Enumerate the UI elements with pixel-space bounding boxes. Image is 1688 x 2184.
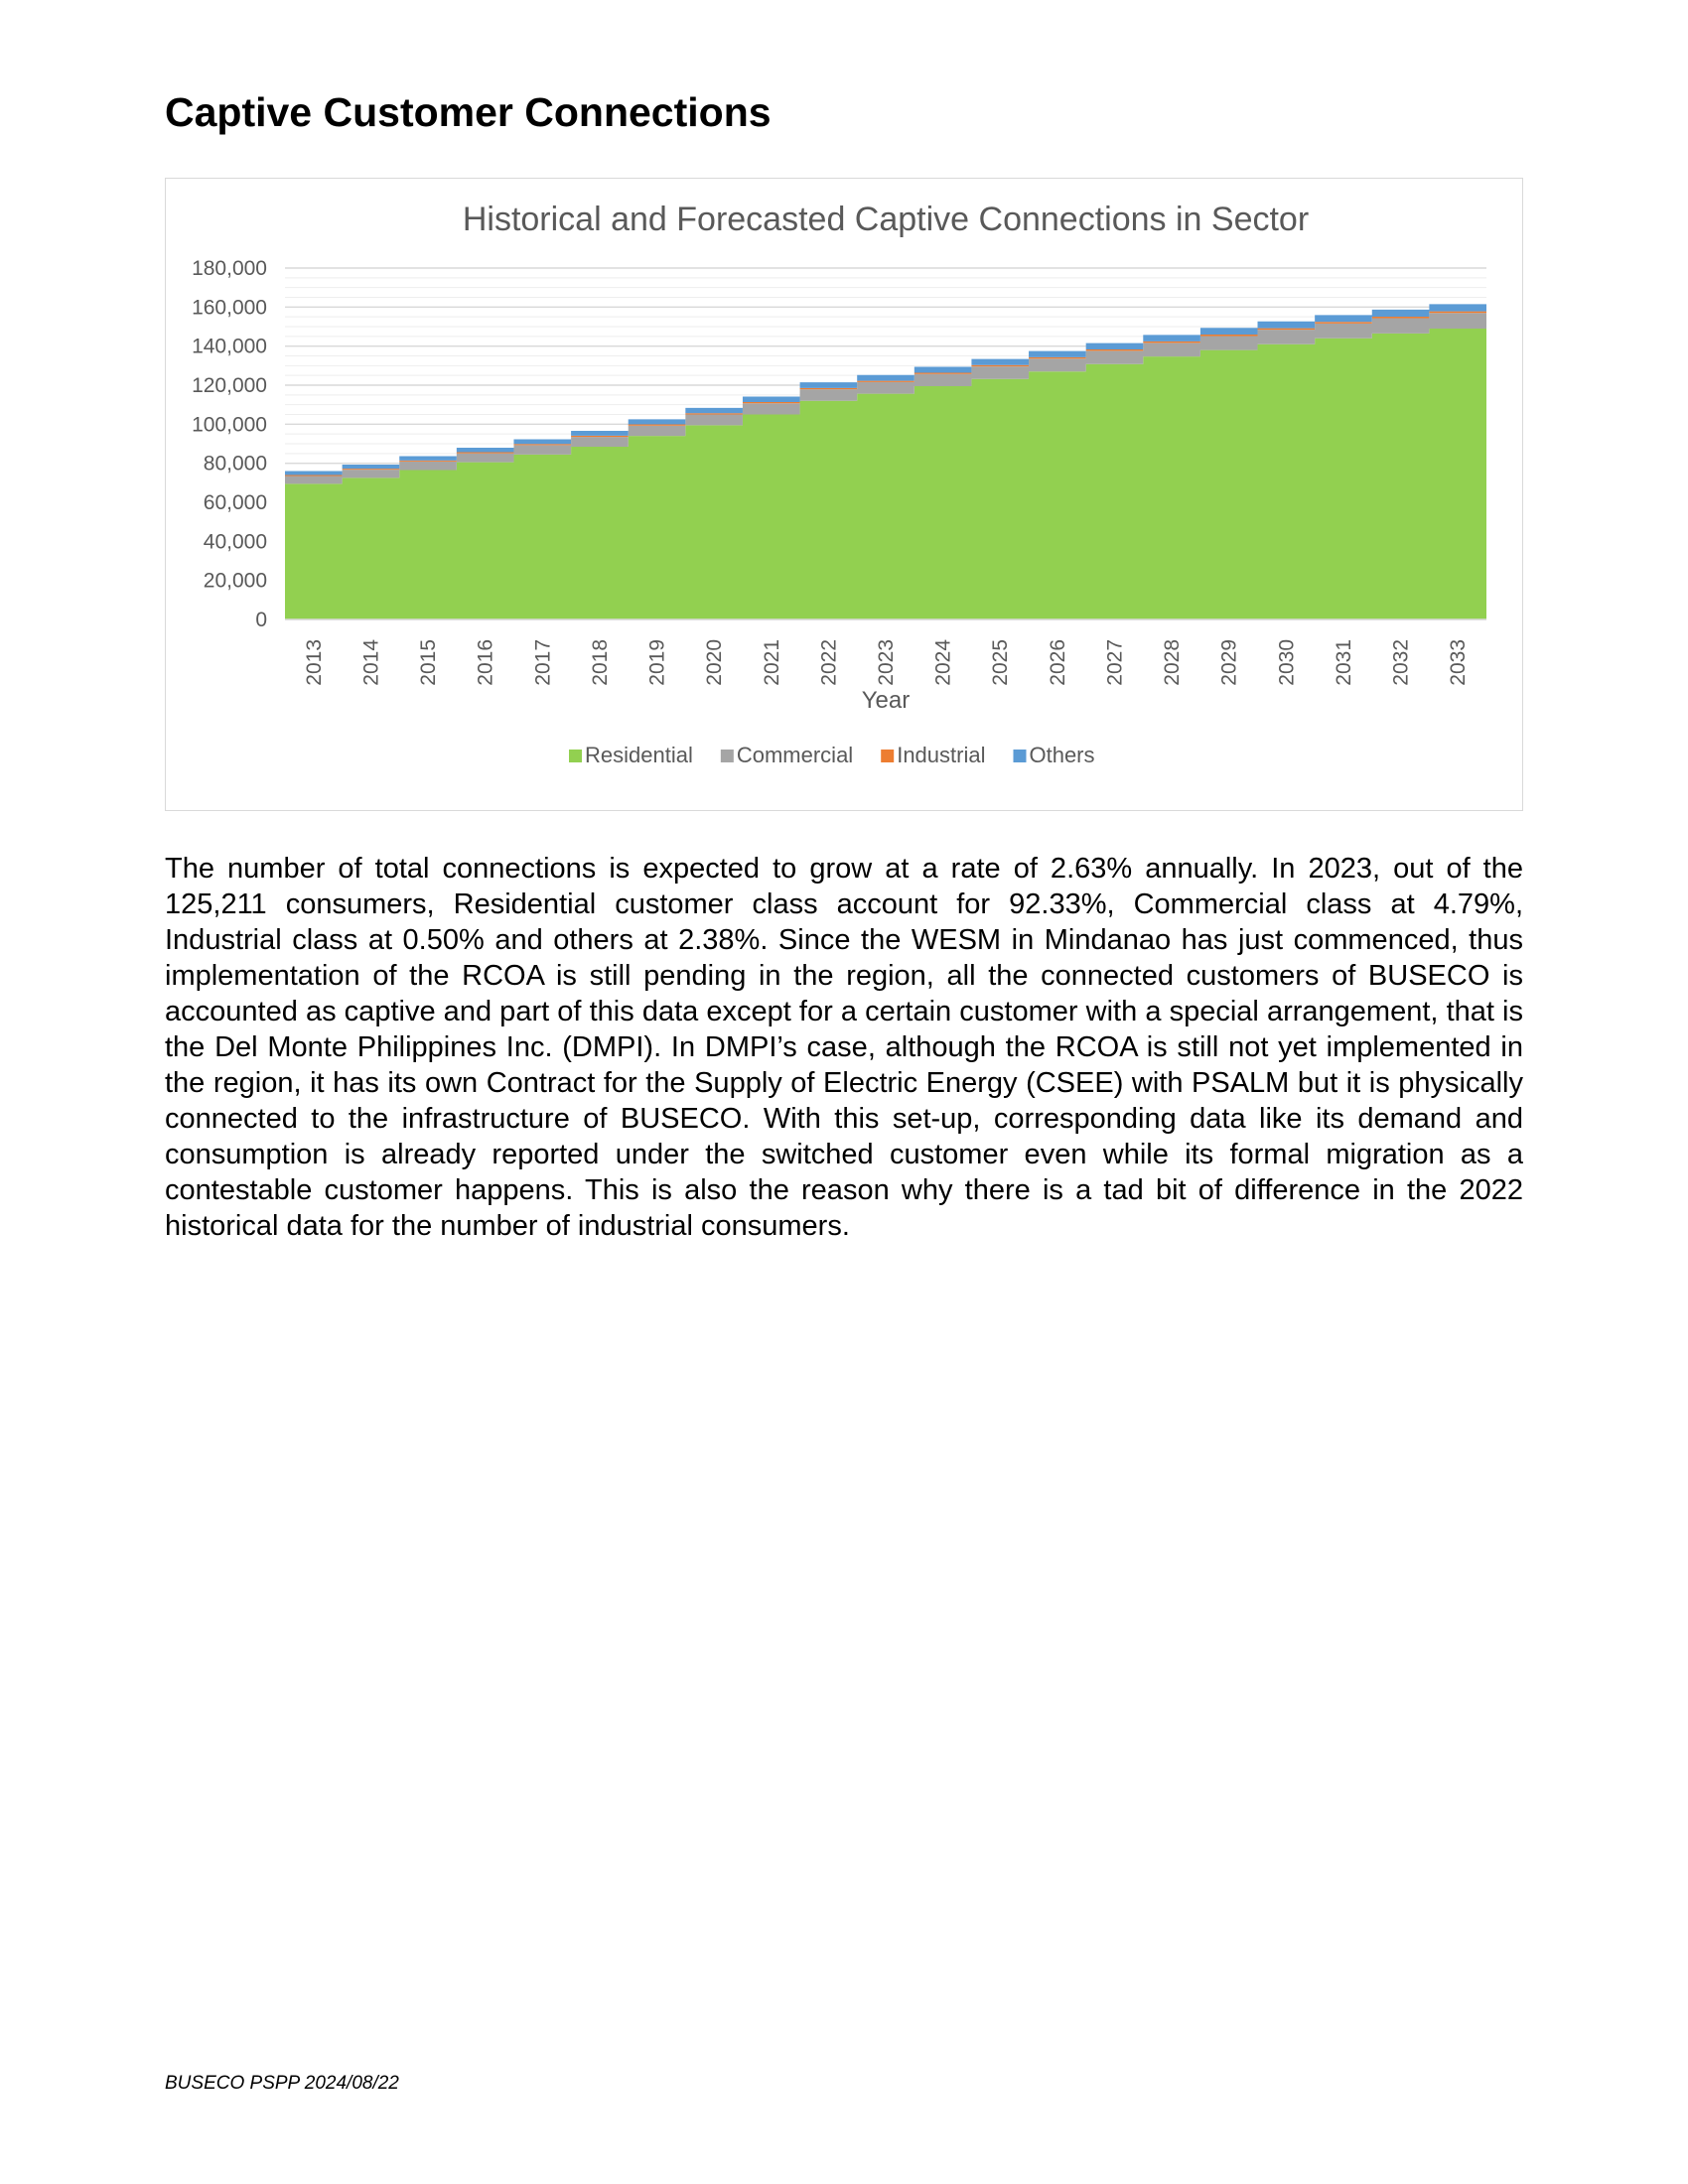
legend-swatch-others: [1013, 750, 1026, 762]
x-tick-label: 2019: [645, 639, 669, 686]
x-tick-label: 2030: [1275, 639, 1299, 686]
page-footer: BUSECO PSPP 2024/08/22: [165, 2073, 399, 2094]
x-tick-label: 2027: [1103, 639, 1127, 686]
chart-legend: [569, 743, 1095, 767]
body-paragraph: The number of total connections is expected to grow at a rate of 2.63% annually. In 2023, out of the 125,211 consumers, Residential customer class account for 92.33%, Commercial class at 4.79%, Industrial class at 0.50% and others at 2.38%. Since the WESM in Mindanao has just commenced, thus implementation of the RCOA is still pending in the region, all the connected customers of BUSECO is accounted as captive and part of this data except for a certain customer with a special arrangement, that is the Del Monte Philippines Inc. (DMPI). In DMPI’s case, although the RCOA is still not yet implemented in the region, it has its own Contract for the Supply of Electric Energy (CSEE) with PSALM but it is physically connected to the infrastructure of BUSECO. With this set-up, corresponding data like its demand and consumption is already reported under the switched customer even while its formal migration as a contestable customer happens. This is also the reason why there is a tad bit of difference in the 2022 historical data for the number of industrial consumers.: [165, 853, 1523, 1242]
legend-swatch-residential: [569, 750, 582, 762]
x-tick-label: 2023: [875, 639, 898, 686]
captive-connections-chart: [166, 179, 1521, 809]
x-tick-label: 2029: [1217, 639, 1241, 686]
y-tick-label: 40,000: [203, 530, 267, 554]
x-tick-label: 2017: [531, 639, 555, 686]
x-axis-title: Year: [861, 687, 911, 714]
x-tick-label: 2018: [588, 639, 612, 686]
legend-swatch-industrial: [881, 750, 894, 762]
y-tick-label: 160,000: [192, 296, 267, 320]
x-tick-label: 2026: [1046, 639, 1069, 686]
legend-swatch-commercial: [721, 750, 734, 762]
y-tick-label: 180,000: [192, 257, 267, 280]
y-tick-label: 100,000: [192, 413, 267, 437]
x-tick-label: 2015: [417, 639, 441, 686]
y-tick-label: 0: [255, 609, 267, 631]
x-tick-label: 2022: [817, 639, 841, 686]
x-tick-label: 2021: [760, 639, 783, 686]
chart-container: [165, 178, 1523, 811]
x-tick-label: 2013: [302, 639, 326, 686]
legend-label-commercial: Commercial: [736, 743, 854, 767]
x-tick-label: 2024: [931, 639, 955, 686]
x-tick-label: 2031: [1332, 639, 1355, 686]
x-tick-label: 2028: [1161, 639, 1185, 686]
legend-label-residential: Residential: [585, 743, 693, 767]
series-area-residential: [285, 329, 1486, 619]
x-tick-label: 2025: [989, 639, 1013, 686]
x-tick-label: 2020: [703, 639, 727, 686]
x-tick-label: 2014: [359, 639, 383, 686]
chart-title: Historical and Forecasted Captive Connections in Sector: [462, 201, 1310, 238]
legend-label-others: Others: [1029, 743, 1095, 767]
y-tick-label: 140,000: [192, 335, 267, 358]
x-tick-label: 2016: [474, 639, 497, 686]
x-tick-label: 2033: [1447, 639, 1471, 686]
y-tick-label: 20,000: [203, 569, 267, 593]
y-tick-label: 80,000: [203, 452, 267, 476]
y-tick-label: 120,000: [192, 374, 267, 397]
y-tick-label: 60,000: [203, 491, 267, 514]
section-heading: Captive Customer Connections: [165, 89, 772, 135]
x-tick-label: 2032: [1389, 639, 1413, 686]
legend-label-industrial: Industrial: [897, 743, 986, 767]
